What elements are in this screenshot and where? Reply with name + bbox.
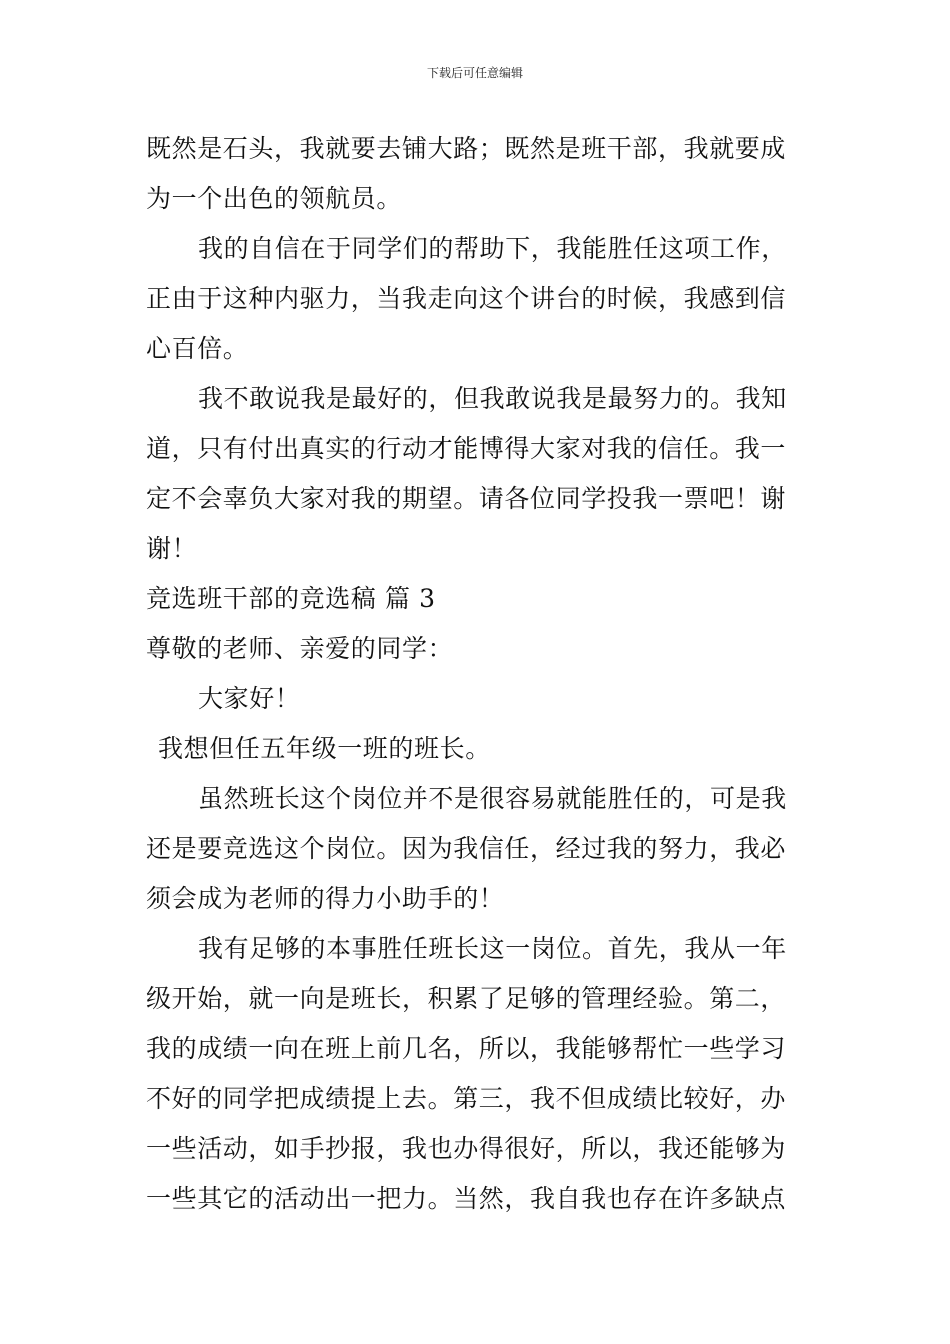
text-line: 不好的同学把成绩提上去。第三，我不但成绩比较好，办: [146, 1084, 787, 1113]
text-line: 定不会辜负大家对我的期望。请各位同学投我一票吧！谢: [146, 484, 787, 513]
text-line: 我想但任五年级一班的班长。: [158, 734, 491, 763]
text-line: 我的成绩一向在班上前几名，所以，我能够帮忙一些学习: [146, 1034, 787, 1063]
section-heading: 竞选班干部的竞选稿 篇 3: [146, 584, 436, 613]
text-line: 须会成为老师的得力小助手的！: [146, 884, 505, 913]
text-line: 既然是石头，我就要去铺大路；既然是班干部，我就要成: [146, 134, 787, 163]
text-line: 还是要竞选这个岗位。因为我信任，经过我的努力，我必: [146, 834, 787, 863]
text-line: 我不敢说我是最好的，但我敢说我是最努力的。我知: [198, 384, 787, 413]
text-line: 心百倍。: [146, 334, 249, 363]
text-line: 一些活动，如手抄报，我也办得很好，所以，我还能够为: [146, 1134, 787, 1163]
text-line: 谢！: [146, 534, 198, 563]
text-line: 我有足够的本事胜任班长这一岗位。首先，我从一年: [198, 934, 787, 963]
text-line: 级开始，就一向是班长，积累了足够的管理经验。第二，: [146, 984, 787, 1013]
text-line: 虽然班长这个岗位并不是很容易就能胜任的，可是我: [198, 784, 787, 813]
page-header: 下载后可任意编辑: [426, 66, 523, 80]
salutation: 尊敬的老师、亲爱的同学：: [146, 634, 454, 663]
greeting: 大家好！: [198, 684, 301, 713]
text-line: 为一个出色的领航员。: [146, 184, 403, 213]
text-line: 一些其它的活动出一把力。当然，我自我也存在许多缺点: [146, 1184, 787, 1213]
text-line: 道，只有付出真实的行动才能博得大家对我的信任。我一: [146, 434, 787, 463]
text-line: 我的自信在于同学们的帮助下，我能胜任这项工作，: [198, 234, 787, 263]
text-line: 正由于这种内驱力，当我走向这个讲台的时候，我感到信: [146, 284, 787, 313]
